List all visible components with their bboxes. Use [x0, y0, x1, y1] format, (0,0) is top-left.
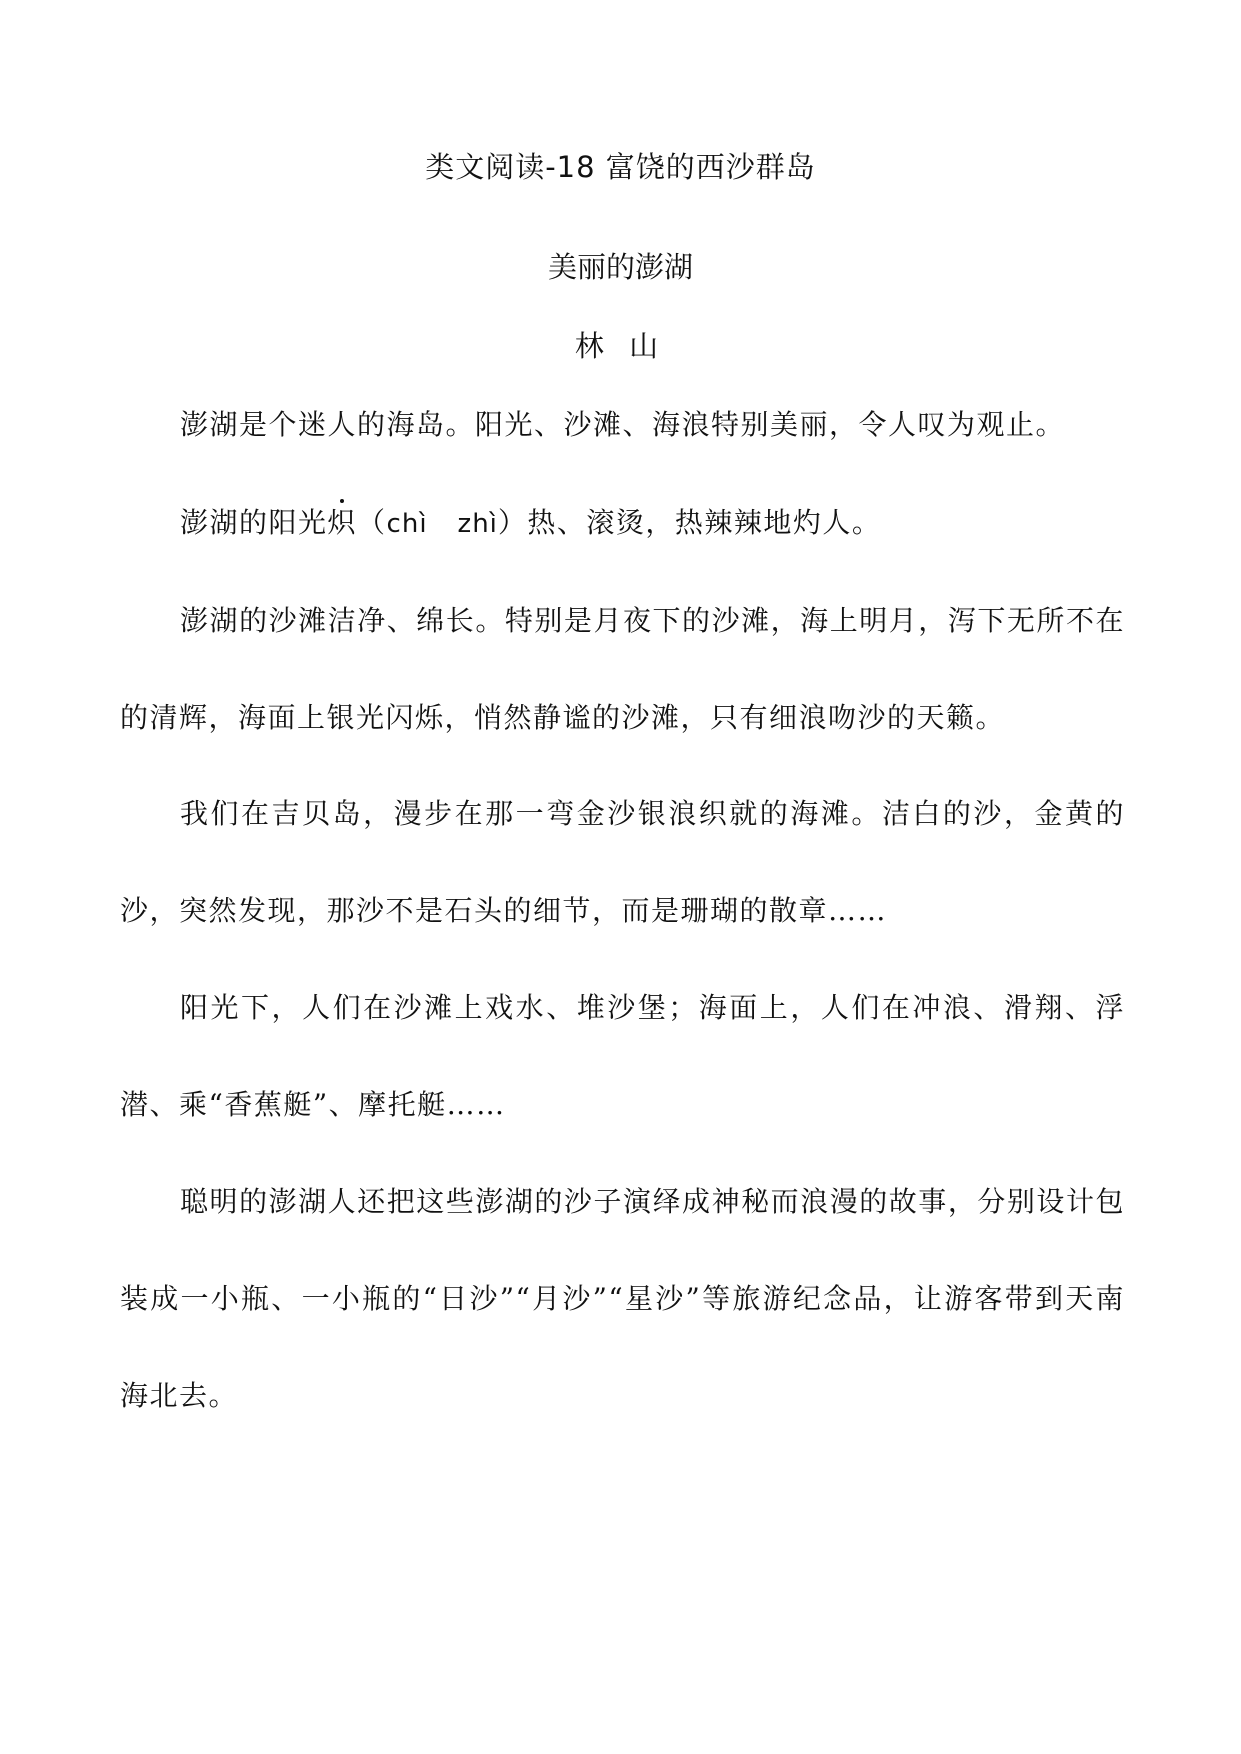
paragraph-2-text-before: 澎湖的阳光	[180, 506, 328, 539]
paren-open: （	[357, 506, 387, 539]
paren-close: ）	[497, 506, 528, 539]
emphasis-dotted-char: 炽	[328, 474, 358, 571]
author-name: 林 山	[574, 329, 667, 363]
paragraph-1: 澎湖是个迷人的海岛。阳光、沙滩、海浪特别美丽，令人叹为观止。	[180, 408, 1066, 441]
paragraph-6: 聪明的澎湖人还把这些澎湖的沙子演绎成神秘而浪漫的故事，分别设计包装成一小瓶、一小瓶的“日沙”“月沙”“星沙”等旅游纪念品，让游客带到天南海北去。	[120, 1185, 1125, 1412]
document-title: 类文阅读-18 富饶的西沙群岛	[425, 150, 816, 184]
article-title: 美丽的澎湖	[547, 250, 693, 284]
paragraph-2-text-after: 热、滚烫，热辣辣地灼人。	[527, 506, 882, 539]
pinyin-option-1: chì	[386, 509, 428, 539]
paragraph-2	[120, 474, 1125, 573]
paragraph-4: 我们在吉贝岛，漫步在那一弯金沙银浪织就的海滩。洁白的沙，金黄的沙，突然发现，那沙不是石头的细节，而是珊瑚的散章……	[120, 797, 1125, 927]
pinyin-option-2: zhì	[457, 509, 498, 539]
paragraph-5: 阳光下，人们在沙滩上戏水、堆沙堡；海面上，人们在冲浪、滑翔、浮潜、乘“香蕉艇”、摩托艇……	[120, 991, 1125, 1121]
paragraph-3: 澎湖的沙滩洁净、绵长。特别是月夜下的沙滩，海上明月，泻下无所不在的清辉，海面上银光闪烁，悄然静谧的沙滩，只有细浪吻沙的天籁。	[120, 604, 1125, 734]
